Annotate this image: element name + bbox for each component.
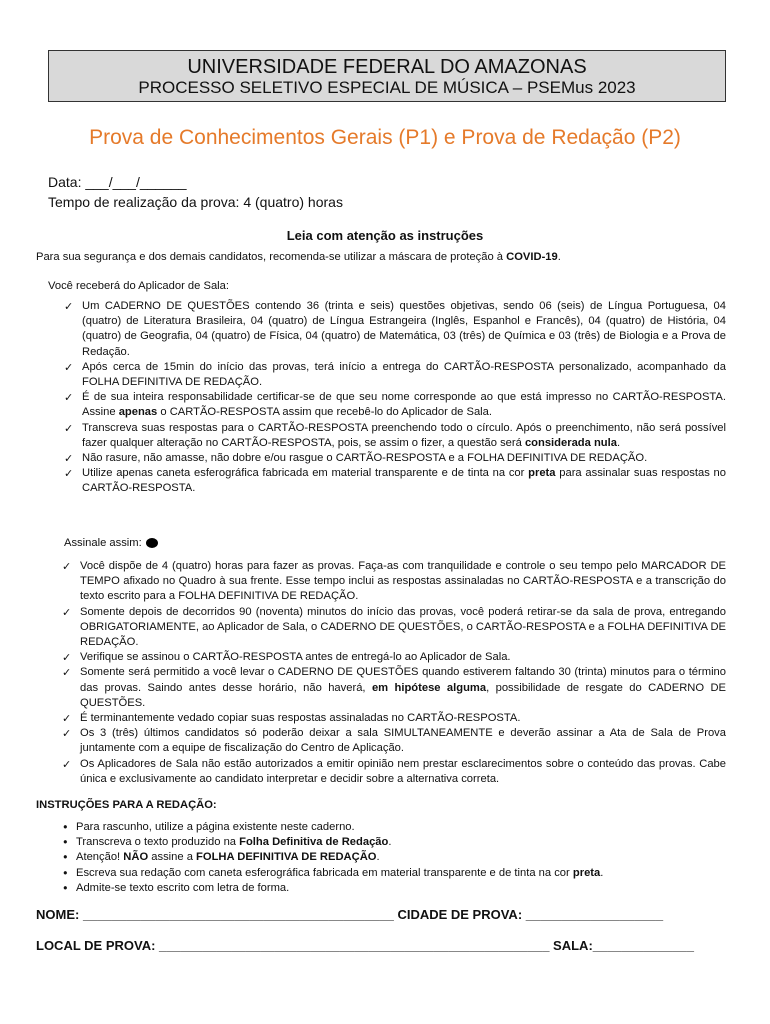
bullet-icon: • — [62, 851, 69, 865]
general-instructions-list — [62, 559, 726, 787]
list-item: ✓ Transcreva suas respostas para o CARTÃO-RESPOSTA preenchendo todo o círculo. Após o preenchimento, não será possível fazer qualquer alteração no CARTÃO-RESPOSTA, pois, se assim o fizer, a questão será considerada nula. — [64, 421, 726, 449]
list-item: ✓ Os Aplicadores de Sala não estão autorizados a emitir opinião nem prestar esclarecimentos sobre o conteúdo das provas. Cabe única e exclusivamente ao candidato interpretar e decidir sobre a alternativa correta. — [62, 757, 726, 785]
mark-example — [64, 536, 158, 551]
receive-intro: Você receberá do Aplicador de Sala: — [48, 280, 229, 292]
list-item: • Transcreva o texto produzido na Folha Definitiva de Redação. — [62, 836, 392, 850]
check-icon: ✓ — [62, 712, 72, 726]
list-item: • Atenção! NÃO assine a FOLHA DEFINITIVA DE REDAÇÃO. — [62, 851, 380, 865]
bullet-icon: • — [62, 836, 69, 850]
process-name: PROCESSO SELETIVO ESPECIAL DE MÚSICA – PSEMus 2023 — [138, 78, 636, 97]
essay-instructions-list — [62, 820, 726, 896]
local-room-line: LOCAL DE PROVA: ______________________________________________________ SALA:______________ — [36, 938, 694, 953]
list-item: ✓ Somente será permitido a você levar o CADERNO DE QUESTÕES quando estiverem faltando 30 (trinta) minutos para o término das provas. Saindo antes desse horário, não haverá, em hipótese alguma, possibilidade de resgate do CADERNO DE QUESTÕES. — [62, 666, 726, 709]
mark-label: Assinale assim: — [64, 537, 142, 549]
check-icon: ✓ — [62, 666, 72, 680]
check-icon: ✓ — [64, 452, 74, 466]
list-item: • Para rascunho, utilize a página existente neste caderno. — [62, 821, 355, 834]
check-icon: ✓ — [62, 651, 72, 665]
list-item: ✓ Somente depois de decorridos 90 (noventa) minutos do início das provas, você poderá retirar-se da sala de prova, entregando OBRIGATORIAMENTE, ao Aplicador de Sala, o CADERNO DE QUESTÕES, o CARTÃO-RESPOSTA e a FOLHA DEFINITIVA DE REDAÇÃO. — [62, 605, 726, 649]
list-item: ✓ Verifique se assinou o CARTÃO-RESPOSTA antes de entregá-lo ao Aplicador de Sala. — [62, 651, 511, 665]
list-item: ✓ Um CADERNO DE QUESTÕES contendo 36 (trinta e seis) questões objetivas, sendo 06 (seis) de Língua Portuguesa, 04 (quatro) de Literatura Brasileira, 04 (quatro) de Língua Estrangeira (Inglês, Espanhol e Francês), 04 (quatro) de História, 04 (quatro) de Geografia, 04 (quatro) de Física, 04 (quatro) de Matemática, 03 (três) de Química e 03 (três) de Biologia e a Prova de Redação. — [64, 300, 726, 358]
receive-list — [64, 299, 726, 497]
check-icon: ✓ — [64, 391, 74, 405]
list-item: ✓ Não rasure, não amasse, não dobre e/ou rasgue o CARTÃO-RESPOSTA e a FOLHA DEFINITIVA DE REDAÇÃO. — [64, 452, 648, 466]
instructions-title: Leia com atenção as instruções — [286, 228, 484, 243]
page-title: Prova de Conhecimentos Gerais (P1) e Prova de Redação (P2) — [89, 126, 681, 149]
check-icon: ✓ — [64, 421, 74, 435]
check-icon: ✓ — [64, 467, 74, 481]
check-icon: ✓ — [64, 360, 74, 374]
bullet-icon: • — [62, 881, 69, 895]
list-item: • Admite-se texto escrito com letra de forma. — [62, 881, 290, 895]
check-icon: ✓ — [62, 560, 72, 573]
filled-circle-icon — [146, 538, 158, 548]
list-item: • Escreva sua redação com caneta esferográfica fabricada em material transparente e de tinta na cor preta. — [62, 866, 604, 880]
list-item: ✓ Após cerca de 15min do início das provas, terá início a entrega do CARTÃO-RESPOSTA personalizado, acompanhado da FOLHA DEFINITIVA DE REDAÇÃO. — [64, 360, 726, 389]
check-icon: ✓ — [62, 727, 72, 741]
bullet-icon: • — [62, 866, 69, 880]
covid-notice: Para sua segurança e dos demais candidatos, recomenda-se utilizar a máscara de proteção à COVID-19. — [36, 251, 561, 263]
list-item: ✓ Utilize apenas caneta esferográfica fabricada em material transparente e de tinta na cor preta para assinalar suas respostas no CARTÃO-RESPOSTA. — [64, 467, 726, 495]
list-item: ✓ É de sua inteira responsabilidade certificar-se de que seu nome corresponde ao que está impresso no CARTÃO-RESPOSTA. Assine apenas o CARTÃO-RESPOSTA assim que recebê-lo do Aplicador de Sala. — [64, 391, 726, 419]
name-city-line: NOME: ___________________________________________ CIDADE DE PROVA: ___________________ — [36, 907, 664, 922]
list-item: ✓ Os 3 (três) últimos candidatos só poderão deixar a sala SIMULTANEAMENTE e deverão assinar a Ata de Sala de Prova juntamente com a equipe de fiscalização do Centro de Aplicação. — [62, 727, 726, 755]
bullet-icon: • — [62, 821, 69, 834]
duration-line: Tempo de realização da prova: 4 (quatro) horas — [48, 194, 343, 210]
list-item: ✓ É terminantemente vedado copiar suas respostas assinaladas no CARTÃO-RESPOSTA. — [62, 712, 521, 726]
check-icon: ✓ — [62, 605, 72, 619]
list-item: ✓ Você dispõe de 4 (quatro) horas para fazer as provas. Faça-as com tranquilidade e controle o seu tempo pelo MARCADOR DE TEMPO afixado no Quadro à sua frente. Esse tempo inclui as respostas assinaladas no CARTÃO-RESPOSTA e a transcrição do texto escrito para a FOLHA DEFINITIVA DE REDAÇÃO. — [62, 560, 726, 603]
header-box — [48, 50, 726, 102]
check-icon: ✓ — [64, 300, 74, 313]
essay-title: INSTRUÇÕES PARA A REDAÇÃO: — [36, 799, 217, 811]
university-name: UNIVERSIDADE FEDERAL DO AMAZONAS — [187, 56, 587, 78]
check-icon: ✓ — [62, 757, 72, 771]
date-line: Data: ___/___/______ — [48, 174, 187, 190]
